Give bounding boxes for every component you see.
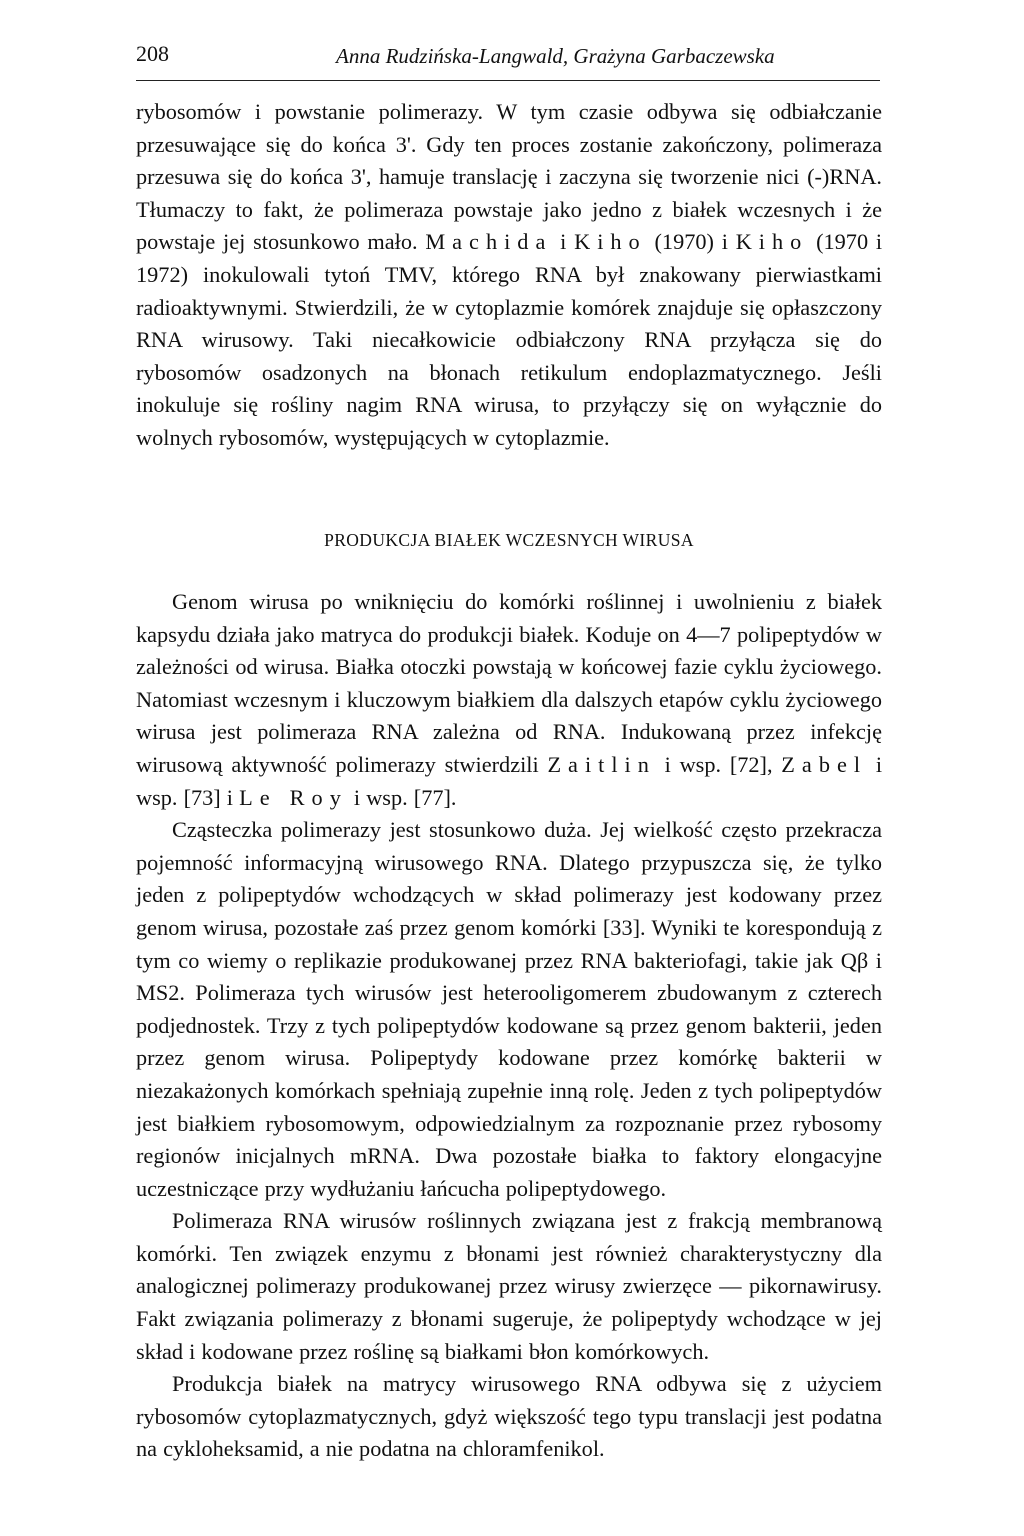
- author-name: Kiho: [574, 229, 647, 255]
- author-name: Machida: [425, 229, 553, 255]
- paragraph: Polimeraza RNA wirusów roślinnych związana jest z frakcją membranową komórki. Ten związek enzymu z błonami jest również charakterystyczny dla analogicznej polimerazy produkowanej przez wirusy zwierzęce — pikornawirusy. Fakt związania polimerazy z błonami sugeruje, że polipeptydy wchodzące w jej skład i kodowane przez roślinę są białkami błon komórkowych.: [136, 1208, 882, 1364]
- author-name: Zaitlin: [547, 751, 656, 777]
- page-number: 208: [136, 41, 169, 66]
- continuation-block: [136, 96, 882, 455]
- author-name: Le Roy: [239, 784, 348, 810]
- author-name: Kiho: [735, 229, 809, 255]
- page-header: [136, 40, 880, 81]
- text-run: (1970 i 1972) inokulowali tytoń TMV, którego RNA był znakowany pierwiastkami radioaktywnymi. Stwierdzili, że w cytoplazmie komórek znajduje się opłaszczony RNA wirusowy. Taki niecałkowicie odbiałczony RNA przyłącza się do rybosomów osadzonych na błonach retikulum endoplazmatycznego. Jeśli inokuluje się rośliny nagim RNA wirusa, to przyłączy się on wyłącznie do wolnych rybosomów, występujących w cytoplazmie.: [136, 229, 883, 450]
- text-run: i wsp. [77].: [353, 784, 457, 810]
- running-head: Anna Rudzińska-Langwald, Grażyna Garbaczewska: [336, 44, 775, 68]
- section-body: [136, 586, 882, 1466]
- continuation-paragraph: [136, 96, 882, 455]
- section-heading: PRODUKCJA BIAŁEK WCZESNYCH WIRUSA: [324, 530, 694, 550]
- text-run: i wsp. [73] i: [136, 751, 883, 810]
- author-name: Zabel: [781, 751, 868, 777]
- text-run: i wsp. [72],: [664, 751, 773, 777]
- paragraph: Produkcja białek na matrycy wirusowego RNA odbywa się z użyciem rybosomów cytoplazmatycznych, gdyż większość tego typu translacji jest podatna na cykloheksamid, a nie podatna na chloramfenikol.: [136, 1371, 882, 1462]
- text-run: i: [560, 229, 567, 255]
- text-run: Genom wirusa po wniknięciu do komórki roślinnej i uwolnieniu z białek kapsydu działa jako matryca do produkcji białek. Koduje on 4—7 polipeptydów w zależności od wirusa. Białka otoczki powstają w końcowej fazie cyklu życiowego. Natomiast wczesnym i kluczowym białkiem dla dalszych etapów cyklu życiowego wirusa jest polimeraza RNA zależna od RNA. Indukowaną przez infekcję wirusową aktywność polimerazy stwierdzili: [136, 589, 882, 777]
- text-run: (1970) i: [654, 229, 728, 255]
- paragraph: [136, 586, 882, 814]
- text-run: rybosomów i powstanie polimerazy. W tym czasie odbywa się odbiałczanie przesuwające się do końca 3'. Gdy ten proces zostanie zakończony, polimeraza przesuwa się do końca 3', hamuje translację i zaczyna się tworzenie nici (-)RNA. Tłumaczy to fakt, że polimeraza powstaje jako jedno z białek wczesnych i że powstaje jej stosunkowo mało.: [136, 99, 882, 255]
- paragraph: Cząsteczka polimerazy jest stosunkowo duża. Jej wielkość często przekracza pojemność informacyjną wirusowego RNA. Dlatego przypuszcza się, że tylko jeden z polipeptydów wchodzących w skład polimerazy jest kodowany przez genom wirusa, pozostałe zaś przez genom komórki [33]. Wyniki te korespondują z tym co wiemy o replikazie produkowanej przez RNA bakteriofagi, takie jak Qβ i MS2. Polimeraza tych wirusów jest heterooligomerem zbudowanym z czterech podjednostek. Trzy z tych polipeptydów kodowane są przez genom bakterii, jeden przez genom wirusa. Polipeptydy kodowane przez komórkę bakterii w niezakażonych komórkach spełniają zupełnie inną rolę. Jeden z tych polipeptydów jest białkiem rybosomowym, odpowiedzialnym za rozpoznanie przez rybosomy regionów inicjalnych mRNA. Dwa pozostałe białka to faktory elongacyjne uczestniczące przy wydłużaniu łańcucha polipeptydowego.: [136, 817, 882, 1201]
